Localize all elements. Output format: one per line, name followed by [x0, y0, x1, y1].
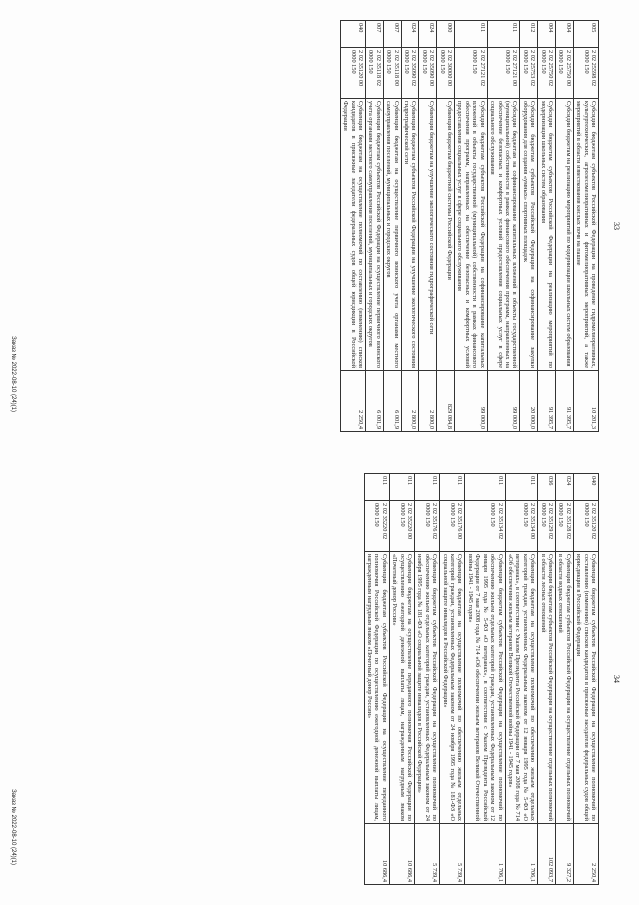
amount-cell: 1 706,1	[465, 824, 505, 885]
amount-cell: 99 000,0	[487, 371, 520, 432]
budget-code-cell: 2 02 25753 02 0000 150	[520, 48, 538, 99]
admin-code-cell: 040	[340, 21, 365, 48]
amount-cell: 2 250,4	[573, 824, 598, 885]
budget-code-cell: 2 02 35090 02 0000 150	[401, 48, 419, 99]
budget-code-cell: 2 02 35220 02 0000 150	[364, 501, 389, 552]
table-row	[419, 21, 437, 432]
revenue-name-cell: Субвенции бюджетам субъектов Российской Федерации на осуществление полномочий по обеспечению жильем отдельных категорий граждан, установленных Федеральным законом от 12 января 1995 года № 5-ФЗ «О ветеранах», в соответствии с Указом Президента Российской Федерации от 7 мая 2008 года № 714 «Об обеспечении жильем ветеранов Великой Отечественной войны 1941 - 1945 годов»	[465, 552, 505, 824]
admin-code-cell: 024	[401, 21, 419, 48]
amount-cell: 91 395,7	[555, 371, 573, 432]
amount-cell: 2 250,4	[340, 371, 365, 432]
revenue-name-cell: Субвенции бюджетам на осуществление полномочий по обеспечению жильем отдельных категорий граждан, установленных Федеральным законом от 12 января 1995 года № 5-ФЗ «О ветеранах», в соответствии с Указом Президента Российской Федерации от 7 мая 2008 года № 714 «Об обеспечении жильем ветеранов Великой Отечественной войны 1941 - 1945 годов»	[505, 552, 538, 824]
budget-code-cell: 2 02 35120 00 0000 150	[340, 48, 365, 99]
revenue-name-cell: Субвенции бюджетам субъектов Российской Федерации на осуществление первичного воинского учета органами местного самоуправления поселений, муниципальных и городских округов	[366, 99, 384, 371]
admin-code-cell: 007	[383, 21, 401, 48]
amount-cell: 5 739,4	[415, 824, 440, 885]
amount-cell: 6 001,9	[383, 371, 401, 432]
table-row	[573, 21, 598, 432]
admin-code-cell: 012	[520, 21, 538, 48]
amount-cell: 20 000,0	[520, 371, 538, 432]
table-row	[520, 21, 538, 432]
amount-cell: 829 084,8	[437, 371, 455, 432]
budget-code-cell: 2 02 27121 02 0000 150	[455, 48, 488, 99]
budget-code-cell: 2 02 27121 00 0000 150	[487, 48, 520, 99]
amount-cell: 10 686,4	[389, 824, 414, 885]
budget-code-cell: 2 02 25750 00 0000 150	[555, 48, 573, 99]
table-row	[364, 474, 389, 885]
left-sheet	[0, 0, 639, 452]
budget-code-cell: 2 02 35134 00 0000 150	[505, 501, 538, 552]
admin-code-cell: 011	[415, 474, 440, 501]
amount-cell: 10 686,4	[364, 824, 389, 885]
table-row	[538, 21, 556, 432]
table-row	[415, 474, 440, 885]
revenue-name-cell: Субсидии бюджетам субъектов Российской Федерации на реализацию мероприятий по модернизации школьных систем образования	[538, 99, 556, 371]
right-sheet	[0, 453, 639, 905]
revenue-name-cell: Субвенции бюджетам субъектов Российской Федерации на осуществление полномочий по обеспечению жильем отдельных категорий граждан, установленных Федеральным законом от 24 ноября 1995 года № 181-ФЗ «О социальной защите инвалидов в Российской Федерации»	[415, 552, 440, 824]
budget-code-cell: 2 02 35090 00 0000 150	[419, 48, 437, 99]
revenue-name-cell: Субвенции бюджетам бюджетной системы Российской Федерации	[437, 99, 455, 371]
revenue-name-cell: Субвенции бюджетам субъектов Российской Федерации на осуществление отдельных полномочий в области водных отношений	[555, 552, 573, 824]
revenue-name-cell: Субвенции бюджетам субъектов Российской Федерации на улучшение экологического состояния гидрографической сети	[401, 99, 419, 371]
table-row	[573, 474, 598, 885]
budget-code-cell: 2 02 35134 02 0000 150	[465, 501, 505, 552]
budget-code-cell: 2 02 35128 02 0000 150	[555, 501, 573, 552]
revenue-name-cell: Субвенции бюджетам субъектов Российской Федерации на осуществление переданного полномочия Российской Федерации по осуществлению ежегодной денежной выплаты лицам, награжденным нагрудным знаком «Почетный донор России»	[364, 552, 389, 824]
amount-cell: 99 000,0	[455, 371, 488, 432]
admin-code-cell: 011	[465, 474, 505, 501]
table-row	[487, 21, 520, 432]
print-footer: Заказ № 2022-08-10 (24)(1)	[10, 789, 16, 865]
admin-code-cell: 040	[573, 474, 598, 501]
amount-cell: 1 706,1	[505, 824, 538, 885]
table-row	[538, 474, 556, 885]
budget-code-cell: 2 02 35220 00 0000 150	[389, 501, 414, 552]
revenue-name-cell: Субсидии бюджетам субъектов Российской Федерации на софинансирование закупки оборудования для создания «умных» спортивных площадок	[520, 99, 538, 371]
table-row	[383, 21, 401, 432]
page-number: 34	[612, 675, 621, 683]
admin-code-cell: 024	[419, 21, 437, 48]
revenue-name-cell: Субвенции бюджетам на улучшение экологического состояния гидрографической сети	[419, 99, 437, 371]
amount-cell: 10 201,3	[573, 371, 598, 432]
revenue-name-cell: Субвенции бюджетам на осуществление полномочий по составлению (изменению) списков кандидатов в присяжные заседатели федеральных судов общей юрисдикции в Российской Федерации	[340, 99, 365, 371]
budget-code-cell: 2 02 25598 02 0000 150	[573, 48, 598, 99]
budget-table-right	[364, 473, 599, 885]
admin-code-cell: 024	[555, 474, 573, 501]
revenue-name-cell: Субвенции бюджетам на осуществление первичного воинского учета органами местного самоуправления поселений, муниципальных и городских округов	[383, 99, 401, 371]
revenue-name-cell: Субсидии бюджетам субъектов Российской Федерации на софинансирование капитальных вложений в объекты государственной (муниципальной) собственности в рамках финансового обеспечения программ, направленных на обеспечение безопасных и комфортных условий предоставления социальных услуг в сфере социального обслуживания	[455, 99, 488, 371]
admin-code-cell: 004	[538, 21, 556, 48]
table-row	[505, 474, 538, 885]
table-row	[455, 21, 488, 432]
admin-code-cell: 011	[440, 474, 465, 501]
revenue-name-cell: Субвенции бюджетам субъектов Российской Федерации на осуществление отдельных полномочий в области лесных отношений	[538, 552, 556, 824]
budget-code-cell: 2 02 30000 00 0000 150	[437, 48, 455, 99]
budget-table-left	[340, 20, 599, 432]
amount-cell: 91 395,7	[538, 371, 556, 432]
budget-code-cell: 2 02 35120 02 0000 150	[573, 501, 598, 552]
table-row	[437, 21, 455, 432]
admin-code-cell: 004	[555, 21, 573, 48]
admin-code-cell: 036	[538, 474, 556, 501]
revenue-name-cell: Субвенции бюджетам на осуществление полномочий по обеспечению жильем отдельных категорий граждан, установленных Федеральным законом от 24 ноября 1995 года № 181-ФЗ «О социальной защите инвалидов в Российской Федерации»	[440, 552, 465, 824]
revenue-name-cell: Субвенции бюджетам субъектов Российской Федерации на осуществление полномочий по составлению (изменению) списков кандидатов в присяжные заседатели федеральных судов общей юрисдикции в Российской Федерации	[573, 552, 598, 824]
revenue-name-cell: Субвенции бюджетам на осуществление переданного полномочия Российской Федерации по осуществлению ежегодной денежной выплаты лицам, награжденным нагрудным знаком «Почетный донор России»	[389, 552, 414, 824]
revenue-name-cell: Субсидии бюджетам на реализацию мероприятий по модернизации школьных систем образования	[555, 99, 573, 371]
amount-cell: 2 800,0	[401, 371, 419, 432]
admin-code-cell: 005	[573, 21, 598, 48]
admin-code-cell: 011	[505, 474, 538, 501]
table-row	[389, 474, 414, 885]
revenue-name-cell: Субсидии бюджетам на софинансирование капитальных вложений в объекты государственной (муниципальной) собственности в рамках финансового обеспечения программ, направленных на обеспечение безопасных и комфортных условий предоставления социальных услуг в сфере социального обслуживания	[487, 99, 520, 371]
admin-code-cell: 011	[364, 474, 389, 501]
admin-code-cell: 000	[437, 21, 455, 48]
amount-cell: 2 800,0	[419, 371, 437, 432]
budget-code-cell: 2 02 35129 02 0000 150	[538, 501, 556, 552]
table-row	[401, 21, 419, 432]
table-row	[555, 474, 573, 885]
amount-cell: 102 093,7	[538, 824, 556, 885]
table-row	[555, 21, 573, 432]
page-number: 33	[612, 222, 621, 230]
admin-code-cell: 011	[389, 474, 414, 501]
admin-code-cell: 011	[487, 21, 520, 48]
budget-code-cell: 2 02 35176 02 0000 150	[415, 501, 440, 552]
amount-cell: 9 327,2	[555, 824, 573, 885]
table-row	[366, 21, 384, 432]
amount-cell: 6 001,9	[366, 371, 384, 432]
budget-code-cell: 2 02 35118 00 0000 150	[383, 48, 401, 99]
budget-code-cell: 2 02 35118 02 0000 150	[366, 48, 384, 99]
table-row	[465, 474, 505, 885]
amount-cell: 5 739,4	[440, 824, 465, 885]
budget-code-cell: 2 02 25750 02 0000 150	[538, 48, 556, 99]
print-footer: Заказ № 2022-08-10 (24)(1)	[10, 336, 16, 412]
revenue-name-cell: Субсидии бюджетам субъектов Российской Федерации на проведение гидромелиоративных, культуртехнических, агролесомелиоративных и фитомелиоративных мероприятий, а также мероприятий в области известкования кислых почв на пашне	[573, 99, 598, 371]
table-row	[340, 21, 365, 432]
admin-code-cell: 011	[455, 21, 488, 48]
budget-code-cell: 2 02 35176 00 0000 150	[440, 501, 465, 552]
admin-code-cell: 007	[366, 21, 384, 48]
table-row	[440, 474, 465, 885]
